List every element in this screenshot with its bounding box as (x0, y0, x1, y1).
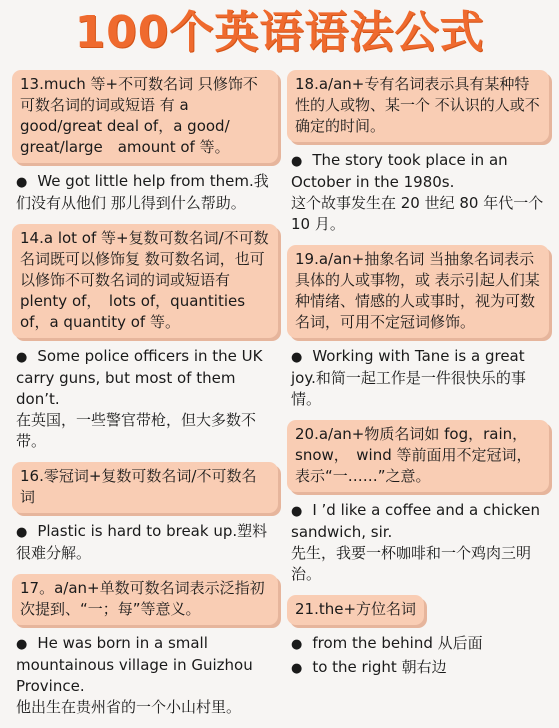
rule-section-19 (287, 245, 549, 410)
rule-box: 20.a/an+物质名词如 fog，rain，snow， wind 等前面用不定冠词，表示“一……”之意。 (287, 420, 549, 492)
example-en: I ’d like a coffee and a chicken sandwich, sir. (291, 501, 541, 541)
example (287, 500, 549, 585)
example-zh: 塑料很难分解。 (16, 522, 268, 562)
example (287, 346, 549, 410)
bullet-icon: ● (291, 661, 303, 676)
example (12, 171, 278, 214)
rule-box: 19.a/an+抽象名词 当抽象名词表示具体的人或事物，或 表示引起人们某种情绪、情感的人或事时，视为可数 名词，可用不定冠词修饰。 (287, 245, 549, 338)
rule-box: 17。a/an+单数可数名词表示泛指初次提到、“一；每”等意义。 (12, 574, 278, 625)
rule-section-16 (12, 462, 278, 564)
rule-box: 14.a lot of 等+复数可数名词/不可数名词既可以修饰复 数可数名词，也可以修饰不可数名词的词或短语有plenty of， lots of，quantities of，a quantity of 等。 (12, 224, 278, 338)
example (12, 346, 278, 452)
rule-section-20 (287, 420, 549, 585)
example-zh: 先生，我要一杯咖啡和一个鸡肉三明治。 (291, 544, 532, 583)
example (287, 633, 549, 655)
example-zh: 在英国，一些警官带枪，但大多数不带。 (16, 411, 257, 450)
rule-box: 16.零冠词+复数可数名词/不可数名词 (12, 462, 278, 513)
bullet-icon: ● (16, 525, 28, 540)
example-zh: 从后面 (437, 634, 483, 652)
example-en: The story took place in an October in the 1980s. (291, 151, 508, 191)
example-en: Some police officers in the UK carry guns, but most of them don’t. (16, 347, 263, 408)
bullet-icon: ● (291, 504, 303, 519)
left-column (12, 70, 278, 728)
bullet-icon: ● (291, 350, 303, 365)
bullet-icon: ● (16, 350, 28, 365)
example-en: from the behind (312, 634, 433, 652)
example-en: He was born in a small mountainous village in Guizhou Province. (16, 634, 253, 695)
rule-box: 21.the+方位名词 (287, 595, 424, 625)
example (12, 521, 278, 564)
rule-box: 18.a/an+专有名词表示具有某种特性的人或物、某一个 不认识的人或不确定的时间。 (287, 70, 549, 142)
example-zh: 朝右边 (401, 658, 447, 676)
example (12, 633, 278, 718)
bullet-icon: ● (291, 637, 303, 652)
rule-section-14 (12, 224, 278, 452)
bullet-icon: ● (16, 637, 28, 652)
page-title: 100个英语语法公式 (74, 7, 485, 58)
example-zh: 和简一起工作是一件很快乐的事情。 (291, 369, 526, 408)
example-en: We got little help from them. (37, 172, 254, 190)
rule-section-17 (12, 574, 278, 718)
example-zh: 我们没有从他们 那儿得到什么帮助。 (16, 172, 269, 212)
bullet-icon: ● (16, 175, 28, 190)
rule-section-21 (287, 595, 549, 679)
example (287, 657, 549, 679)
rule-section-13 (12, 70, 278, 214)
example (287, 150, 549, 235)
example-en: Working with Tane is a great joy. (291, 347, 525, 387)
example-zh: 这个故事发生在 20 世纪 80 年代一个 10 月。 (291, 194, 544, 233)
example-en: to the right (312, 658, 397, 676)
right-column (287, 70, 549, 687)
rule-box: 13.much 等+不可数名词 只修饰不可数名词的词或短语 有 a good/great deal of，a good/ great/large amount of 等。 (12, 70, 278, 163)
rule-section-18 (287, 70, 549, 235)
example-en: Plastic is hard to break up. (37, 522, 238, 540)
bullet-icon: ● (291, 154, 303, 169)
example-zh: 他出生在贵州省的一个小山村里。 (16, 698, 242, 716)
